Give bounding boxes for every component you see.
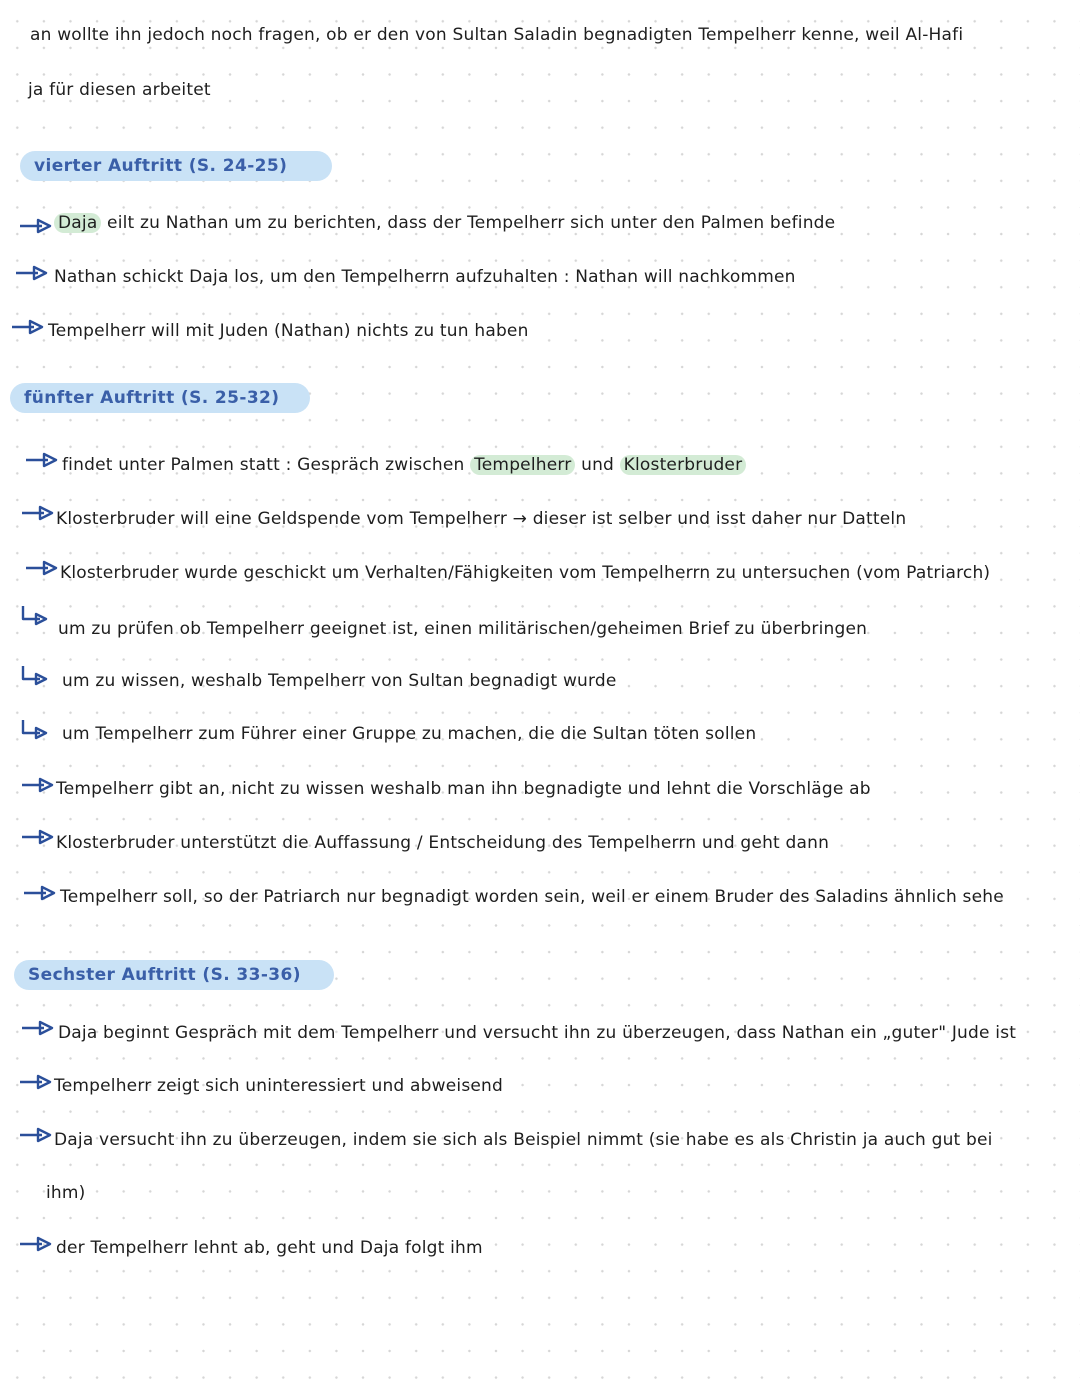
sub-item-wissen: um zu wissen, weshalb Tempelherr von Sultan begnadigt wurde [62,671,617,691]
sub-item-fuehrer: um Tempelherr zum Führer einer Gruppe zu machen, die die Sultan töten sollen [62,724,757,744]
arrow-icon [24,452,60,468]
item-tempelherr-juden: Tempelherr will mit Juden (Nathan) nichts zu tun haben [48,321,529,341]
item-nathan-schickt: Nathan schickt Daja los, um den Tempelherrn aufzuhalten : Nathan will nachkommen [54,267,796,287]
highlight-klosterbruder: Klosterbruder [620,455,747,475]
arrow-icon [24,560,60,576]
item-begnadigte: Tempelherr gibt an, nicht zu wissen weshalb man ihn begnadigte und lehnt die Vorschläge ab [56,779,871,799]
intro-line-1: an wollte ihn jedoch noch fragen, ob er den von Sultan Saladin begnadigten Tempelherr kenne, weil Al-Hafi [30,25,964,45]
item-text: findet unter Palmen statt : Gespräch zwischen [62,455,471,475]
item-patriarch: Tempelherr soll, so der Patriarch nur begnadigt worden sein, weil er einem Bruder des Saladins ähnlich sehe [60,887,1004,907]
arrow-icon [20,777,56,793]
item-daja-eilt [54,210,835,236]
item-findet-statt [62,452,746,478]
item-text: und [575,455,620,475]
highlight-daja: Daja [54,213,101,233]
highlight-tempelherr: Tempelherr [470,455,575,475]
item-uninteressiert: Tempelherr zeigt sich uninteressiert und abweisend [54,1076,503,1096]
item-geldspende: Klosterbruder will eine Geldspende vom Tempelherr → dieser ist selber und isst daher nur Datteln [56,509,907,529]
item-unterstuetzt: Klosterbruder unterstützt die Auffassung / Entscheidung des Tempelherrn und geht dann [56,833,830,853]
arrow-icon [18,218,54,234]
item-geschickt: Klosterbruder wurde geschickt um Verhalten/Fähigkeiten vom Tempelherrn zu untersuchen (vom Patriarch) [60,563,991,583]
arrow-icon [18,1127,54,1143]
item-daja-beginnt: Daja beginnt Gespräch mit dem Tempelherr und versucht ihn zu überzeugen, dass Nathan ein „guter" Jude ist [58,1023,1017,1043]
section-heading-vierter-auftritt: vierter Auftritt (S. 24-25) [20,151,332,181]
sub-arrow-icon [20,718,50,740]
sub-arrow-icon [20,664,50,686]
arrow-icon [14,265,50,281]
arrow-icon [20,1020,56,1036]
arrow-icon [18,1236,54,1252]
item-text: eilt zu Nathan um zu berichten, dass der Tempelherr sich unter den Palmen befinde [101,213,836,233]
intro-line-2: ja für diesen arbeitet [28,80,211,100]
item-daja-versucht-cont: ihm) [46,1183,86,1203]
sub-arrow-icon [20,604,50,626]
arrow-icon [22,885,58,901]
arrow-icon [10,319,46,335]
sub-item-pruefen: um zu prüfen ob Tempelherr geeignet ist, einen militärischen/geheimen Brief zu überbringen [58,619,868,639]
item-daja-versucht: Daja versucht ihn zu überzeugen, indem sie sich als Beispiel nimmt (sie habe es als Christin ja auch gut bei [54,1130,993,1150]
arrow-icon [18,1074,54,1090]
section-heading-fuenfter-auftritt: fünfter Auftritt (S. 25-32) [10,383,310,413]
arrow-icon [20,505,56,521]
arrow-icon [20,829,56,845]
item-lehnt-ab: der Tempelherr lehnt ab, geht und Daja folgt ihm [56,1238,483,1258]
section-heading-sechster-auftritt: Sechster Auftritt (S. 33-36) [14,960,334,990]
